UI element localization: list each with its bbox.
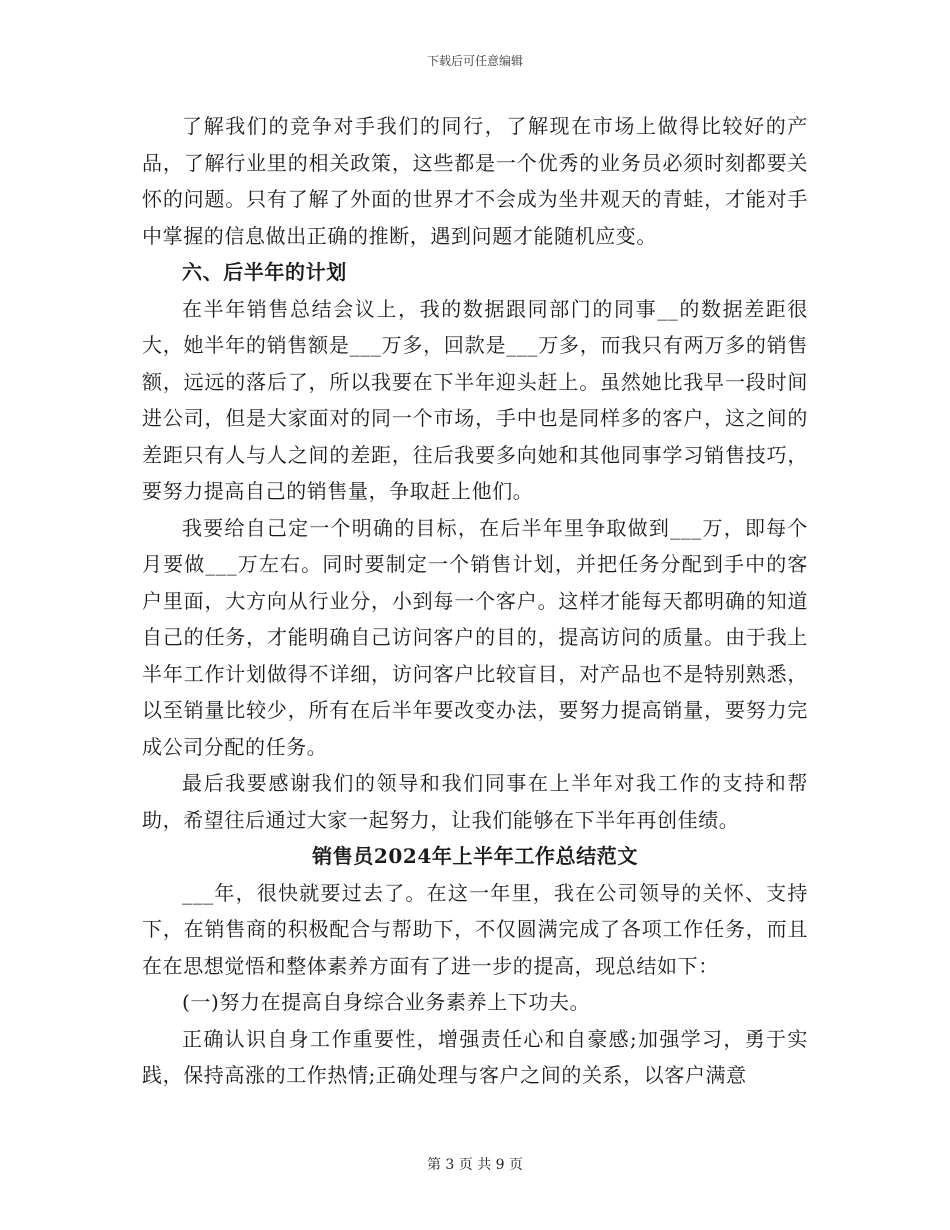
paragraph-goals: 我要给自己定一个明确的目标，在后半年里争取做到___万，即每个月要做___万左右。同时要制定一个销售计划，并把任务分配到手中的客户里面，大方向从行业分，小到每一个客户。这样才能每天都明确的知道自己的任务，才能明确自己访问客户的目的，提高访问的质量。由于我上半年工作计划做得不详细，访问客户比较盲目，对产品也不是特别熟悉，以至销量比较少，所有在后半年要改变办法，要努力提高销量，要努力完成公司分配的任务。 [142,515,808,759]
paragraph-awareness: 正确认识自身工作重要性，增强责任心和自豪感;加强学习，勇于实践，保持高涨的工作热情;正确处理与客户之间的关系，以客户满意 [142,1026,808,1087]
paragraph-thanks: 最后我要感谢我们的领导和我们同事在上半年对我工作的支持和帮助，希望往后通过大家一起努力，让我们能够在下半年再创佳绩。 [142,771,808,832]
section-heading-plan: 六、后半年的计划 [182,260,347,284]
paragraph-sales-gap: 在半年销售总结会议上，我的数据跟同部门的同事__的数据差距很大，她半年的销售额是___万多，回款是___万多，而我只有两万多的销售额，远远的落后了，所以我要在下半年迎头赶上。虽然她比我早一段时间进公司，但是大家面对的同一个市场，手中也是同样多的客户，这之间的差距只有人与人之间的差距，往后我要多向她和其他同事学习销售技巧，要努力提高自己的销售量，争取赶上他们。 [142,296,808,503]
document-body [142,108,808,1094]
paragraph-intro: ___年，很快就要过去了。在这一年里，我在公司领导的关怀、支持下，在销售商的积极配合与帮助下，不仅圆满完成了各项工作任务，而且在在思想觉悟和整体素养方面有了进一步的提高，现总结如下： [142,880,808,978]
page-footer: 第 3 页 共 9 页 [426,1157,524,1173]
paragraph-subheading-1: (一)努力在提高自身综合业务素养上下功夫。 [182,990,591,1014]
article-title: 销售员2024年上半年工作总结范文 [312,844,638,868]
paragraph-competitors: 了解我们的竞争对手我们的同行，了解现在市场上做得比较好的产品，了解行业里的相关政策，这些都是一个优秀的业务员必须时刻都要关怀的问题。只有了解了外面的世界才不会成为坐井观天的青蛙，才能对手中掌握的信息做出正确的推断，遇到问题才能随机应变。 [142,114,808,248]
page-header: 下载后可任意编辑 [426,54,523,68]
